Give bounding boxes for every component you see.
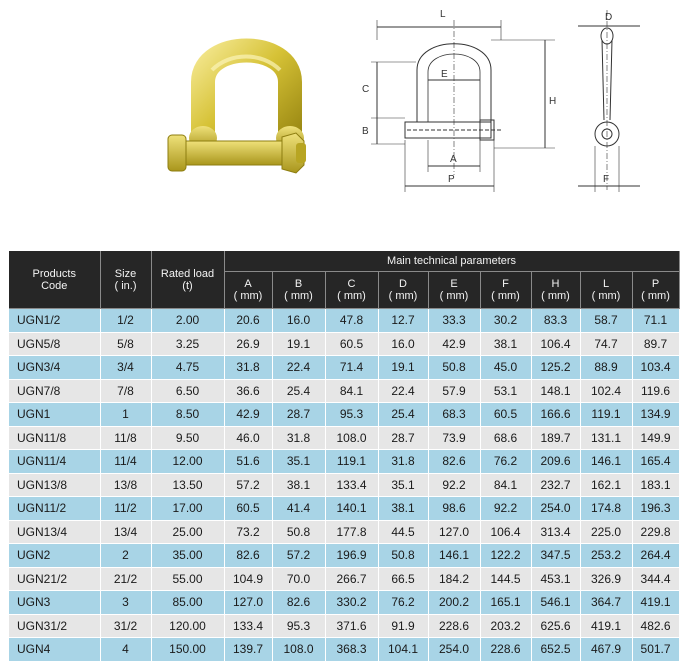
table-cell: 13/8 xyxy=(100,473,151,497)
table-cell: 25.4 xyxy=(378,403,428,427)
table-cell: 31.8 xyxy=(378,450,428,474)
product-code-cell: UGN1/2 xyxy=(9,309,100,333)
table-cell: 228.6 xyxy=(480,638,531,662)
table-cell: 45.0 xyxy=(480,356,531,380)
product-code-cell: UGN21/2 xyxy=(9,567,100,591)
table-cell: 254.0 xyxy=(531,497,580,521)
table-cell: 1 xyxy=(100,403,151,427)
table-cell: 133.4 xyxy=(224,614,272,638)
product-code-cell: UGN11/2 xyxy=(9,497,100,521)
table-row xyxy=(9,426,679,450)
table-cell: 368.3 xyxy=(325,638,378,662)
table-cell: 20.6 xyxy=(224,309,272,333)
table-cell: 68.3 xyxy=(428,403,480,427)
table-cell: 35.1 xyxy=(272,450,325,474)
dim-label-h: H xyxy=(549,96,557,107)
table-cell: 108.0 xyxy=(272,638,325,662)
table-cell: 30.2 xyxy=(480,309,531,333)
table-row xyxy=(9,379,679,403)
table-cell: 74.7 xyxy=(580,332,632,356)
table-cell: 57.2 xyxy=(224,473,272,497)
dim-label-p: P xyxy=(448,174,455,185)
table-cell: 11/4 xyxy=(100,450,151,474)
dim-label-l: L xyxy=(440,9,446,20)
table-cell: 1/2 xyxy=(100,309,151,333)
table-cell: 19.1 xyxy=(378,356,428,380)
table-cell: 35.00 xyxy=(151,544,224,568)
dim-label-a: A xyxy=(450,154,457,165)
table-cell: 104.1 xyxy=(378,638,428,662)
table-cell: 13/4 xyxy=(100,520,151,544)
table-cell: 165.1 xyxy=(480,591,531,615)
table-cell: 139.7 xyxy=(224,638,272,662)
table-cell: 177.8 xyxy=(325,520,378,544)
table-row xyxy=(9,638,679,662)
table-cell: 371.6 xyxy=(325,614,378,638)
table-cell: 35.1 xyxy=(378,473,428,497)
table-cell: 419.1 xyxy=(632,591,679,615)
table-cell: 31.8 xyxy=(272,426,325,450)
table-cell: 225.0 xyxy=(580,520,632,544)
table-cell: 196.3 xyxy=(632,497,679,521)
table-row xyxy=(9,591,679,615)
table-cell: 104.9 xyxy=(224,567,272,591)
table-cell: 46.0 xyxy=(224,426,272,450)
dim-label-c: C xyxy=(362,84,370,95)
table-cell: 264.4 xyxy=(632,544,679,568)
header-main-technical-parameters: Main technical parameters xyxy=(224,251,679,272)
product-code-cell: UGN11/4 xyxy=(9,450,100,474)
header-param-l: L ( mm) xyxy=(580,272,632,309)
table-cell: 347.5 xyxy=(531,544,580,568)
table-cell: 4.75 xyxy=(151,356,224,380)
table-row xyxy=(9,520,679,544)
table-cell: 58.7 xyxy=(580,309,632,333)
table-cell: 82.6 xyxy=(428,450,480,474)
table-cell: 38.1 xyxy=(480,332,531,356)
table-cell: 38.1 xyxy=(378,497,428,521)
table-cell: 16.0 xyxy=(272,309,325,333)
table-cell: 102.4 xyxy=(580,379,632,403)
header-param-p: P ( mm) xyxy=(632,272,679,309)
table-cell: 3/4 xyxy=(100,356,151,380)
table-row xyxy=(9,403,679,427)
table-row xyxy=(9,473,679,497)
table-cell: 165.4 xyxy=(632,450,679,474)
table-cell: 174.8 xyxy=(580,497,632,521)
table-cell: 76.2 xyxy=(480,450,531,474)
table-cell: 85.00 xyxy=(151,591,224,615)
table-cell: 60.5 xyxy=(480,403,531,427)
header-param-c: C ( mm) xyxy=(325,272,378,309)
table-cell: 4 xyxy=(100,638,151,662)
table-cell: 98.6 xyxy=(428,497,480,521)
table-cell: 196.9 xyxy=(325,544,378,568)
table-cell: 546.1 xyxy=(531,591,580,615)
table-cell: 364.7 xyxy=(580,591,632,615)
table-cell: 55.00 xyxy=(151,567,224,591)
product-code-cell: UGN3 xyxy=(9,591,100,615)
product-code-cell: UGN4 xyxy=(9,638,100,662)
table-cell: 120.00 xyxy=(151,614,224,638)
table-cell: 28.7 xyxy=(272,403,325,427)
table-cell: 5/8 xyxy=(100,332,151,356)
side-view-drawing xyxy=(578,10,640,192)
table-cell: 47.8 xyxy=(325,309,378,333)
table-cell: 203.2 xyxy=(480,614,531,638)
table-cell: 50.8 xyxy=(272,520,325,544)
table-cell: 453.1 xyxy=(531,567,580,591)
table-cell: 106.4 xyxy=(531,332,580,356)
table-cell: 133.4 xyxy=(325,473,378,497)
table-cell: 232.7 xyxy=(531,473,580,497)
table-cell: 144.5 xyxy=(480,567,531,591)
table-cell: 6.50 xyxy=(151,379,224,403)
table-cell: 652.5 xyxy=(531,638,580,662)
header-products-code: Products Code xyxy=(9,251,100,309)
table-cell: 148.1 xyxy=(531,379,580,403)
shackle-photo xyxy=(168,51,306,174)
table-cell: 330.2 xyxy=(325,591,378,615)
table-cell: 26.9 xyxy=(224,332,272,356)
table-cell: 7/8 xyxy=(100,379,151,403)
table-cell: 125.2 xyxy=(531,356,580,380)
table-cell: 71.1 xyxy=(632,309,679,333)
table-cell: 625.6 xyxy=(531,614,580,638)
table-cell: 419.1 xyxy=(580,614,632,638)
table-cell: 13.50 xyxy=(151,473,224,497)
table-cell: 44.5 xyxy=(378,520,428,544)
product-code-cell: UGN13/4 xyxy=(9,520,100,544)
table-cell: 501.7 xyxy=(632,638,679,662)
table-cell: 68.6 xyxy=(480,426,531,450)
table-cell: 42.9 xyxy=(428,332,480,356)
header-param-h: H ( mm) xyxy=(531,272,580,309)
table-row xyxy=(9,356,679,380)
product-code-cell: UGN13/8 xyxy=(9,473,100,497)
dim-label-d: D xyxy=(605,12,613,23)
spec-table xyxy=(9,251,680,662)
table-cell: 146.1 xyxy=(428,544,480,568)
table-cell: 57.9 xyxy=(428,379,480,403)
product-code-cell: UGN11/8 xyxy=(9,426,100,450)
table-cell: 127.0 xyxy=(224,591,272,615)
table-cell: 229.8 xyxy=(632,520,679,544)
table-cell: 209.6 xyxy=(531,450,580,474)
header-param-e: E ( mm) xyxy=(428,272,480,309)
table-row xyxy=(9,497,679,521)
table-cell: 103.4 xyxy=(632,356,679,380)
table-cell: 467.9 xyxy=(580,638,632,662)
product-code-cell: UGN3/4 xyxy=(9,356,100,380)
table-cell: 22.4 xyxy=(272,356,325,380)
table-cell: 57.2 xyxy=(272,544,325,568)
dimension-labels xyxy=(362,9,612,185)
table-cell: 8.50 xyxy=(151,403,224,427)
table-cell: 73.2 xyxy=(224,520,272,544)
table-cell: 12.00 xyxy=(151,450,224,474)
table-cell: 38.1 xyxy=(272,473,325,497)
table-cell: 16.0 xyxy=(378,332,428,356)
dim-label-b: B xyxy=(362,126,369,137)
dim-label-f: F xyxy=(603,174,610,185)
product-code-cell: UGN1 xyxy=(9,403,100,427)
table-cell: 2 xyxy=(100,544,151,568)
table-cell: 91.9 xyxy=(378,614,428,638)
table-cell: 183.1 xyxy=(632,473,679,497)
table-cell: 92.2 xyxy=(428,473,480,497)
table-cell: 71.4 xyxy=(325,356,378,380)
product-code-cell: UGN7/8 xyxy=(9,379,100,403)
table-cell: 266.7 xyxy=(325,567,378,591)
table-cell: 60.5 xyxy=(224,497,272,521)
table-cell: 95.3 xyxy=(325,403,378,427)
table-cell: 3.25 xyxy=(151,332,224,356)
table-cell: 51.6 xyxy=(224,450,272,474)
table-cell: 11/8 xyxy=(100,426,151,450)
dim-label-e: E xyxy=(441,69,448,80)
table-cell: 50.8 xyxy=(428,356,480,380)
table-row xyxy=(9,309,679,333)
table-cell: 122.2 xyxy=(480,544,531,568)
header-rated-load: Rated load (t) xyxy=(151,251,224,309)
table-cell: 134.9 xyxy=(632,403,679,427)
table-cell: 3 xyxy=(100,591,151,615)
table-cell: 53.1 xyxy=(480,379,531,403)
table-row xyxy=(9,614,679,638)
table-cell: 326.9 xyxy=(580,567,632,591)
table-cell: 9.50 xyxy=(151,426,224,450)
table-cell: 70.0 xyxy=(272,567,325,591)
table-cell: 84.1 xyxy=(325,379,378,403)
table-cell: 73.9 xyxy=(428,426,480,450)
table-cell: 344.4 xyxy=(632,567,679,591)
table-cell: 146.1 xyxy=(580,450,632,474)
table-cell: 31/2 xyxy=(100,614,151,638)
table-cell: 83.3 xyxy=(531,309,580,333)
figure-area xyxy=(0,0,684,245)
table-cell: 33.3 xyxy=(428,309,480,333)
table-cell: 31.8 xyxy=(224,356,272,380)
table-cell: 82.6 xyxy=(224,544,272,568)
table-cell: 28.7 xyxy=(378,426,428,450)
table-cell: 149.9 xyxy=(632,426,679,450)
table-cell: 228.6 xyxy=(428,614,480,638)
table-row xyxy=(9,332,679,356)
table-cell: 82.6 xyxy=(272,591,325,615)
table-cell: 119.1 xyxy=(580,403,632,427)
table-cell: 92.2 xyxy=(480,497,531,521)
table-cell: 50.8 xyxy=(378,544,428,568)
table-cell: 184.2 xyxy=(428,567,480,591)
table-cell: 119.6 xyxy=(632,379,679,403)
table-cell: 88.9 xyxy=(580,356,632,380)
table-cell: 25.4 xyxy=(272,379,325,403)
table-cell: 60.5 xyxy=(325,332,378,356)
table-cell: 89.7 xyxy=(632,332,679,356)
table-cell: 42.9 xyxy=(224,403,272,427)
table-cell: 25.00 xyxy=(151,520,224,544)
table-cell: 140.1 xyxy=(325,497,378,521)
table-cell: 11/2 xyxy=(100,497,151,521)
table-cell: 2.00 xyxy=(151,309,224,333)
table-cell: 17.00 xyxy=(151,497,224,521)
table-cell: 313.4 xyxy=(531,520,580,544)
table-cell: 482.6 xyxy=(632,614,679,638)
table-cell: 127.0 xyxy=(428,520,480,544)
table-cell: 189.7 xyxy=(531,426,580,450)
table-cell: 254.0 xyxy=(428,638,480,662)
table-cell: 200.2 xyxy=(428,591,480,615)
table-cell: 22.4 xyxy=(378,379,428,403)
header-size: Size ( in.) xyxy=(100,251,151,309)
table-cell: 76.2 xyxy=(378,591,428,615)
table-cell: 19.1 xyxy=(272,332,325,356)
table-cell: 119.1 xyxy=(325,450,378,474)
table-cell: 84.1 xyxy=(480,473,531,497)
table-cell: 95.3 xyxy=(272,614,325,638)
table-cell: 36.6 xyxy=(224,379,272,403)
table-cell: 253.2 xyxy=(580,544,632,568)
table-cell: 166.6 xyxy=(531,403,580,427)
table-cell: 41.4 xyxy=(272,497,325,521)
front-view-drawing xyxy=(371,20,555,192)
header-param-f: F ( mm) xyxy=(480,272,531,309)
table-row xyxy=(9,544,679,568)
header-param-a: A ( mm) xyxy=(224,272,272,309)
table-cell: 131.1 xyxy=(580,426,632,450)
table-cell: 106.4 xyxy=(480,520,531,544)
table-row xyxy=(9,567,679,591)
table-cell: 21/2 xyxy=(100,567,151,591)
table-cell: 66.5 xyxy=(378,567,428,591)
table-cell: 150.00 xyxy=(151,638,224,662)
header-param-b: B ( mm) xyxy=(272,272,325,309)
table-row xyxy=(9,450,679,474)
table-cell: 12.7 xyxy=(378,309,428,333)
product-code-cell: UGN5/8 xyxy=(9,332,100,356)
table-cell: 162.1 xyxy=(580,473,632,497)
table-cell: 108.0 xyxy=(325,426,378,450)
product-code-cell: UGN31/2 xyxy=(9,614,100,638)
product-code-cell: UGN2 xyxy=(9,544,100,568)
header-param-d: D ( mm) xyxy=(378,272,428,309)
